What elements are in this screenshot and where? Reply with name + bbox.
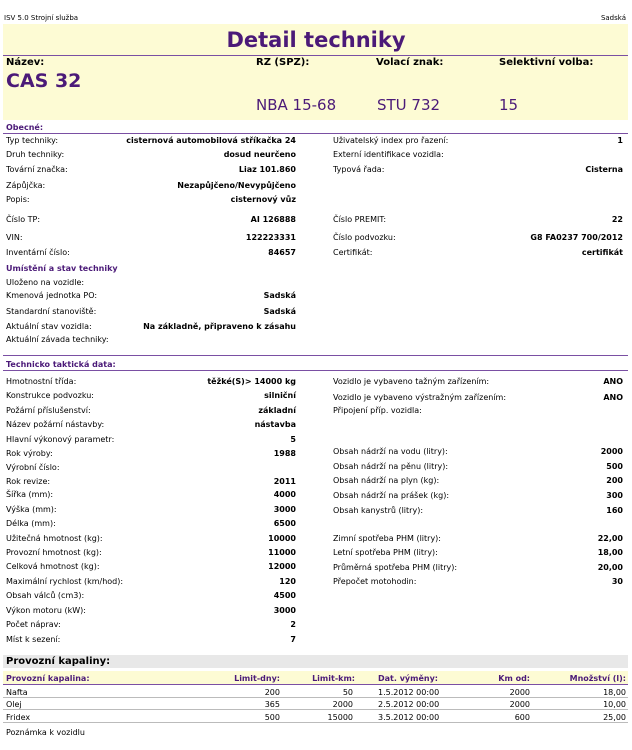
takticka-field-label: Délka (mm): bbox=[6, 519, 56, 528]
kap-cell-limit-dny: 500 bbox=[264, 713, 280, 722]
takticka-right-value: 300 bbox=[606, 491, 623, 500]
takticka-right-label: Obsah nádrží na pěnu (litry): bbox=[333, 462, 449, 471]
obecne-right-label: Číslo podvozku: bbox=[333, 233, 396, 242]
takticka-field-label: Hlavní výkonový parametr: bbox=[6, 435, 115, 444]
obecne-right-value: certifikát bbox=[581, 248, 623, 257]
takticka-right-value: 2000 bbox=[600, 447, 623, 456]
takticka-right-label: Průměrná spotřeba PHM (litry): bbox=[333, 563, 458, 572]
obecne-field-value: cisternový vůz bbox=[230, 195, 296, 204]
umisteni-field-value: Na základně, připraveno k zásahu bbox=[143, 322, 296, 331]
app-name: ISV 5.0 Strojní služba bbox=[4, 14, 79, 22]
obecne-field-label: VIN: bbox=[6, 233, 23, 242]
takticka-field-value: 120 bbox=[279, 577, 296, 586]
umisteni-field-label: Standardní stanoviště: bbox=[6, 307, 97, 316]
kapaliny-section-title: Provozní kapaliny: bbox=[6, 656, 111, 667]
location-name: Sadská bbox=[600, 14, 626, 22]
obecne-field-label: Typ techniky: bbox=[6, 136, 59, 145]
takticka-right-value: ANO bbox=[603, 393, 623, 402]
takticka-field-value: 12000 bbox=[268, 562, 296, 571]
takticka-field-label: Název požární nástavby: bbox=[6, 420, 105, 429]
obecne-field-label: Zápůjčka: bbox=[6, 181, 46, 190]
takticka-field-value: těžké(S)> 14000 kg bbox=[207, 377, 296, 386]
obecne-field-value: Nezapůjčeno/Nevypůjčeno bbox=[177, 181, 296, 190]
vehicle-rz: NBA 15-68 bbox=[256, 96, 337, 114]
takticka-field-value: 6500 bbox=[273, 519, 296, 528]
kap-cell-dat-vymeny: 1.5.2012 00:00 bbox=[378, 688, 440, 697]
takticka-field-label: Šířka (mm): bbox=[6, 490, 54, 499]
takticka-right-label: Přepočet motohodin: bbox=[333, 577, 417, 586]
table-row bbox=[3, 699, 628, 710]
obecne-right-label: Typová řada: bbox=[333, 165, 385, 174]
takticka-field-label: Užitečná hmotnost (kg): bbox=[6, 534, 103, 543]
obecne-right-value: Cisterna bbox=[585, 165, 623, 174]
takticka-right-label: Zimní spotřeba PHM (litry): bbox=[333, 534, 441, 543]
section-takticka-title: Technicko taktická data: bbox=[6, 360, 116, 369]
kap-header-name: Provozní kapalina: bbox=[6, 674, 90, 683]
kap-cell-km-od: 2000 bbox=[509, 700, 530, 709]
takticka-field-value: 3000 bbox=[273, 505, 296, 514]
umisteni-field-label: Uloženo na vozidle: bbox=[6, 278, 85, 287]
takticka-field-value: 1988 bbox=[273, 449, 296, 458]
section-takticka-divider-top bbox=[3, 355, 628, 356]
takticka-right-value: 500 bbox=[606, 462, 623, 471]
kap-cell-km-od: 600 bbox=[514, 713, 530, 722]
section-obecne-title: Obecné: bbox=[6, 123, 44, 132]
takticka-right-value: 30 bbox=[611, 577, 623, 586]
kap-cell-mnozstvi: 10,00 bbox=[603, 700, 626, 709]
volaci-label: Volací znak: bbox=[376, 57, 444, 68]
obecne-field-label: Tovární značka: bbox=[6, 165, 68, 174]
obecne-field-label: Inventární číslo: bbox=[6, 248, 70, 257]
vehicle-note-label: Poznámka k vozidlu bbox=[6, 728, 85, 737]
takticka-right-value: 22,00 bbox=[597, 534, 623, 543]
section-takticka-divider bbox=[3, 370, 628, 371]
obecne-right-value: G8 FA0237 700/2012 bbox=[530, 233, 623, 242]
kap-cell-dat-vymeny: 3.5.2012 00:00 bbox=[378, 713, 440, 722]
obecne-right-value: 1 bbox=[617, 136, 623, 145]
kap-cell-limit-dny: 365 bbox=[264, 700, 280, 709]
obecne-field-label: Druh techniky: bbox=[6, 150, 65, 159]
kap-header-km-od: Km od: bbox=[498, 674, 530, 683]
takticka-field-value: 5 bbox=[290, 435, 296, 444]
table-row bbox=[3, 712, 628, 723]
page-title: Detail techniky bbox=[226, 28, 406, 52]
takticka-field-label: Počet náprav: bbox=[6, 620, 61, 629]
takticka-right-label: Připojení příp. vozidla: bbox=[333, 406, 422, 415]
umisteni-field-label: Aktuální závada techniky: bbox=[6, 335, 109, 344]
takticka-field-label: Rok výroby: bbox=[6, 449, 53, 458]
umisteni-field-label: Kmenová jednotka PO: bbox=[6, 291, 98, 300]
takticka-right-value: 20,00 bbox=[597, 563, 623, 572]
kap-cell-limit-km: 2000 bbox=[332, 700, 353, 709]
takticka-right-label: Obsah kanystrů (litry): bbox=[333, 506, 424, 515]
obecne-right-label: Číslo PREMIT: bbox=[333, 215, 387, 224]
section-obecne-divider bbox=[3, 133, 628, 134]
takticka-right-value: ANO bbox=[603, 377, 623, 386]
kap-header-limit-dny: Limit-dny: bbox=[234, 674, 280, 683]
table-row bbox=[3, 687, 628, 698]
takticka-field-label: Požární příslušenství: bbox=[6, 406, 91, 415]
takticka-field-value: 2011 bbox=[273, 477, 296, 486]
takticka-right-value: 200 bbox=[606, 476, 623, 485]
takticka-field-value: základní bbox=[258, 406, 296, 415]
takticka-field-label: Výrobní číslo: bbox=[6, 463, 60, 472]
takticka-field-value: silniční bbox=[264, 391, 296, 400]
takticka-right-label: Vozidlo je vybaveno výstražným zařízením: bbox=[333, 393, 507, 402]
kap-cell-name: Olej bbox=[6, 700, 22, 709]
selektivni-label: Selektivní volba: bbox=[499, 57, 594, 68]
takticka-field-value: 4500 bbox=[273, 591, 296, 600]
rz-label: RZ (SPZ): bbox=[256, 57, 310, 68]
takticka-right-label: Obsah nádrží na vodu (litry): bbox=[333, 447, 448, 456]
takticka-right-label: Letní spotřeba PHM (litry): bbox=[333, 548, 438, 557]
kap-cell-limit-dny: 200 bbox=[264, 688, 280, 697]
obecne-field-value: Liaz 101.860 bbox=[238, 165, 296, 174]
takticka-field-label: Obsah válců (cm3): bbox=[6, 591, 85, 600]
takticka-right-value: 18,00 bbox=[597, 548, 623, 557]
takticka-field-label: Výška (mm): bbox=[6, 505, 57, 514]
kap-header-dat-vymeny: Dat. výměny: bbox=[378, 674, 438, 683]
takticka-field-value: 11000 bbox=[268, 548, 296, 557]
takticka-field-value: 2 bbox=[290, 620, 296, 629]
vehicle-selektivni: 15 bbox=[499, 96, 519, 114]
umisteni-field-label: Aktuální stav vozidla: bbox=[6, 322, 92, 331]
obecne-field-label: Popis: bbox=[6, 195, 30, 204]
nazev-label: Název: bbox=[6, 57, 45, 68]
obecne-right-label: Externí identifikace vozidla: bbox=[333, 150, 444, 159]
kap-cell-name: Fridex bbox=[6, 713, 31, 722]
takticka-field-label: Provozní hmotnost (kg): bbox=[6, 548, 102, 557]
obecne-field-value: dosud neurčeno bbox=[223, 150, 296, 159]
kap-cell-dat-vymeny: 2.5.2012 00:00 bbox=[378, 700, 440, 709]
kap-cell-mnozstvi: 18,00 bbox=[603, 688, 626, 697]
vehicle-volaci: STU 732 bbox=[377, 96, 441, 114]
obecne-field-value: cisternová automobilová stříkačka 24 bbox=[126, 136, 296, 145]
obecne-field-value: 122223331 bbox=[245, 233, 296, 242]
kap-cell-limit-km: 15000 bbox=[327, 713, 353, 722]
obecne-right-label: Certifikát: bbox=[333, 248, 373, 257]
vehicle-name: CAS 32 bbox=[6, 70, 82, 92]
obecne-right-label: Uživatelský index pro řazení: bbox=[333, 136, 449, 145]
umisteni-field-value: Sadská bbox=[263, 291, 296, 300]
takticka-field-label: Maximální rychlost (km/hod): bbox=[6, 577, 124, 586]
obecne-field-value: 84657 bbox=[268, 248, 296, 257]
takticka-field-value: 7 bbox=[290, 635, 296, 644]
takticka-field-label: Celková hmotnost (kg): bbox=[6, 562, 100, 571]
kap-header-mnozstvi: Množství (l): bbox=[569, 674, 626, 683]
kap-cell-mnozstvi: 25,00 bbox=[603, 713, 626, 722]
section-umisteni-title: Umístění a stav techniky bbox=[6, 264, 118, 273]
takticka-field-value: 3000 bbox=[273, 606, 296, 615]
kap-cell-name: Nafta bbox=[6, 688, 28, 697]
takticka-right-value: 160 bbox=[606, 506, 623, 515]
takticka-field-label: Výkon motoru (kW): bbox=[6, 606, 86, 615]
takticka-field-label: Rok revize: bbox=[6, 477, 51, 486]
takticka-right-label: Obsah nádrží na prášek (kg): bbox=[333, 491, 450, 500]
umisteni-field-value: Sadská bbox=[263, 307, 296, 316]
obecne-right-value: 22 bbox=[611, 215, 623, 224]
takticka-field-label: Míst k sezení: bbox=[6, 635, 61, 644]
kap-cell-km-od: 2000 bbox=[509, 688, 530, 697]
obecne-field-value: AI 126888 bbox=[250, 215, 296, 224]
takticka-field-label: Konstrukce podvozku: bbox=[6, 391, 95, 400]
takticka-right-label: Obsah nádrží na plyn (kg): bbox=[333, 476, 440, 485]
caps-divider bbox=[3, 55, 628, 56]
kap-cell-limit-km: 50 bbox=[342, 688, 353, 697]
takticka-field-label: Hmotnostní třída: bbox=[6, 377, 77, 386]
takticka-right-label: Vozidlo je vybaveno tažným zařízením: bbox=[333, 377, 490, 386]
obecne-field-label: Číslo TP: bbox=[6, 215, 41, 224]
kap-header-limit-km: Limit-km: bbox=[312, 674, 355, 683]
takticka-field-value: nástavba bbox=[254, 420, 296, 429]
takticka-field-value: 10000 bbox=[268, 534, 296, 543]
takticka-field-value: 4000 bbox=[273, 490, 296, 499]
